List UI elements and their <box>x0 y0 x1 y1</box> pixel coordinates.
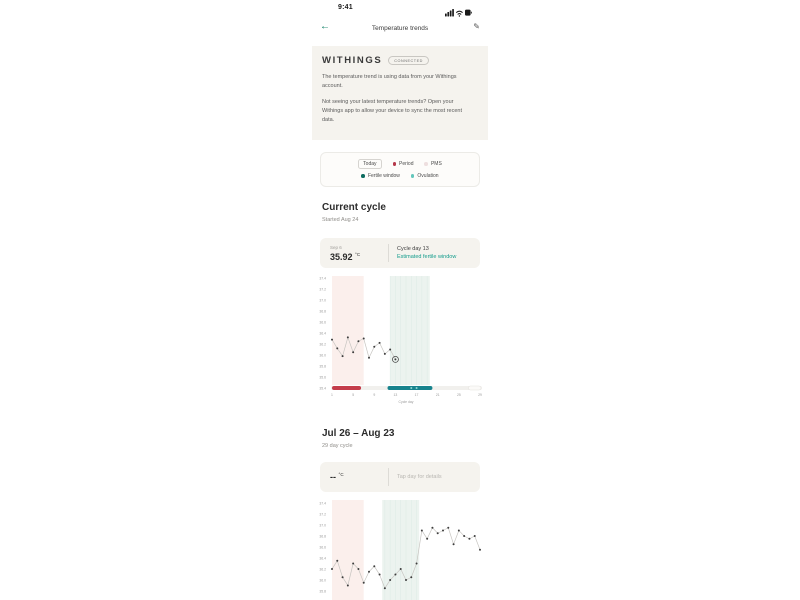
ovulation-dot-icon <box>411 174 415 178</box>
svg-text:37.4: 37.4 <box>319 501 326 506</box>
pms-dot-icon <box>424 162 428 166</box>
svg-text:Cycle day: Cycle day <box>398 400 414 404</box>
svg-text:35.8: 35.8 <box>319 364 326 369</box>
legend-today-chip: Today <box>358 159 381 169</box>
svg-text:29: 29 <box>478 393 482 397</box>
legend-label: Ovulation <box>417 173 439 179</box>
svg-text:36.6: 36.6 <box>319 545 326 550</box>
svg-text:17: 17 <box>414 393 419 397</box>
legend-item-period <box>393 161 414 167</box>
back-button[interactable]: ← <box>320 21 330 32</box>
svg-text:36.4: 36.4 <box>319 556 326 561</box>
current-cycle-header <box>322 202 386 223</box>
section-subtitle: Started Aug 24 <box>322 217 359 223</box>
current-cycle-chart[interactable] <box>312 274 488 408</box>
withings-title: WITHINGS <box>322 55 383 66</box>
battery-icon <box>465 10 472 16</box>
section-title: Jul 26 – Aug 23 <box>322 428 395 439</box>
section-title: Current cycle <box>322 202 386 213</box>
wifi-icon <box>457 11 463 16</box>
svg-text:1: 1 <box>331 393 333 397</box>
svg-text:36.8: 36.8 <box>319 309 326 314</box>
svg-text:37.0: 37.0 <box>319 298 326 303</box>
svg-text:36.6: 36.6 <box>319 320 326 325</box>
legend-item-fertile-window <box>361 173 399 179</box>
svg-text:36.4: 36.4 <box>319 331 326 336</box>
svg-text:13: 13 <box>393 393 398 397</box>
legend-card <box>320 152 480 187</box>
temperature-unit: °C <box>355 251 361 257</box>
fertile-window-label: Estimated fertile window <box>397 254 457 261</box>
cellular-signal-icon <box>445 9 454 17</box>
previous-cycle-chart[interactable] <box>312 498 488 600</box>
svg-text:36.0: 36.0 <box>319 353 326 358</box>
legend-label: Period <box>399 161 414 167</box>
phone-screen <box>312 0 488 600</box>
tap-day-hint: Tap day for details <box>397 474 442 480</box>
svg-text:37.0: 37.0 <box>319 523 326 528</box>
edit-icon[interactable]: ✎ <box>473 22 480 31</box>
selected-date: Sep 6 <box>330 244 342 250</box>
withings-section <box>312 46 488 140</box>
svg-text:36.2: 36.2 <box>319 342 326 347</box>
legend-item-pms <box>424 161 441 167</box>
page-title: Temperature trends <box>371 25 429 32</box>
svg-text:37.2: 37.2 <box>319 512 326 517</box>
svg-text:5: 5 <box>352 393 355 397</box>
svg-text:25: 25 <box>456 393 461 397</box>
previous-cycle-header <box>322 428 394 449</box>
fertile-window-dot-icon <box>361 174 365 178</box>
svg-text:37.2: 37.2 <box>319 287 326 292</box>
status-time: 9:41 <box>338 4 353 11</box>
svg-text:37.4: 37.4 <box>319 276 326 281</box>
withings-sync-hint: Not seeing your latest temperature trends? Open your Withings app to allow your device to sync the most recent data. <box>322 99 463 124</box>
legend-item-ovulation <box>411 173 439 179</box>
svg-text:35.4: 35.4 <box>319 386 326 391</box>
legend-label: Fertile window <box>367 173 400 179</box>
temperature-value: -- $^{^\circ C}$ <box>330 472 344 482</box>
previous-cycle-summary-card <box>320 462 480 492</box>
period-dot-icon <box>393 162 397 166</box>
cycle-day-label: Cycle day 13 <box>397 245 429 252</box>
temperature-unit: °C <box>338 472 344 477</box>
svg-text:36.2: 36.2 <box>319 567 326 572</box>
svg-text:35.6: 35.6 <box>319 375 326 380</box>
svg-text:9: 9 <box>373 393 376 397</box>
section-subtitle: 29 day cycle <box>322 443 353 449</box>
svg-text:35.8: 35.8 <box>319 589 326 594</box>
svg-text:36.8: 36.8 <box>319 534 326 539</box>
svg-text:21: 21 <box>435 393 440 397</box>
legend-label: PMS <box>430 161 442 167</box>
temperature-value: 35.92 $^{^\circ C}$ <box>330 251 361 262</box>
withings-description: The temperature trend is using data from your Withings account. <box>322 74 457 90</box>
svg-text:36.0: 36.0 <box>319 578 326 583</box>
status-icons <box>445 4 472 22</box>
current-cycle-summary-card <box>320 238 480 268</box>
connected-badge: CONNECTED <box>388 56 429 65</box>
